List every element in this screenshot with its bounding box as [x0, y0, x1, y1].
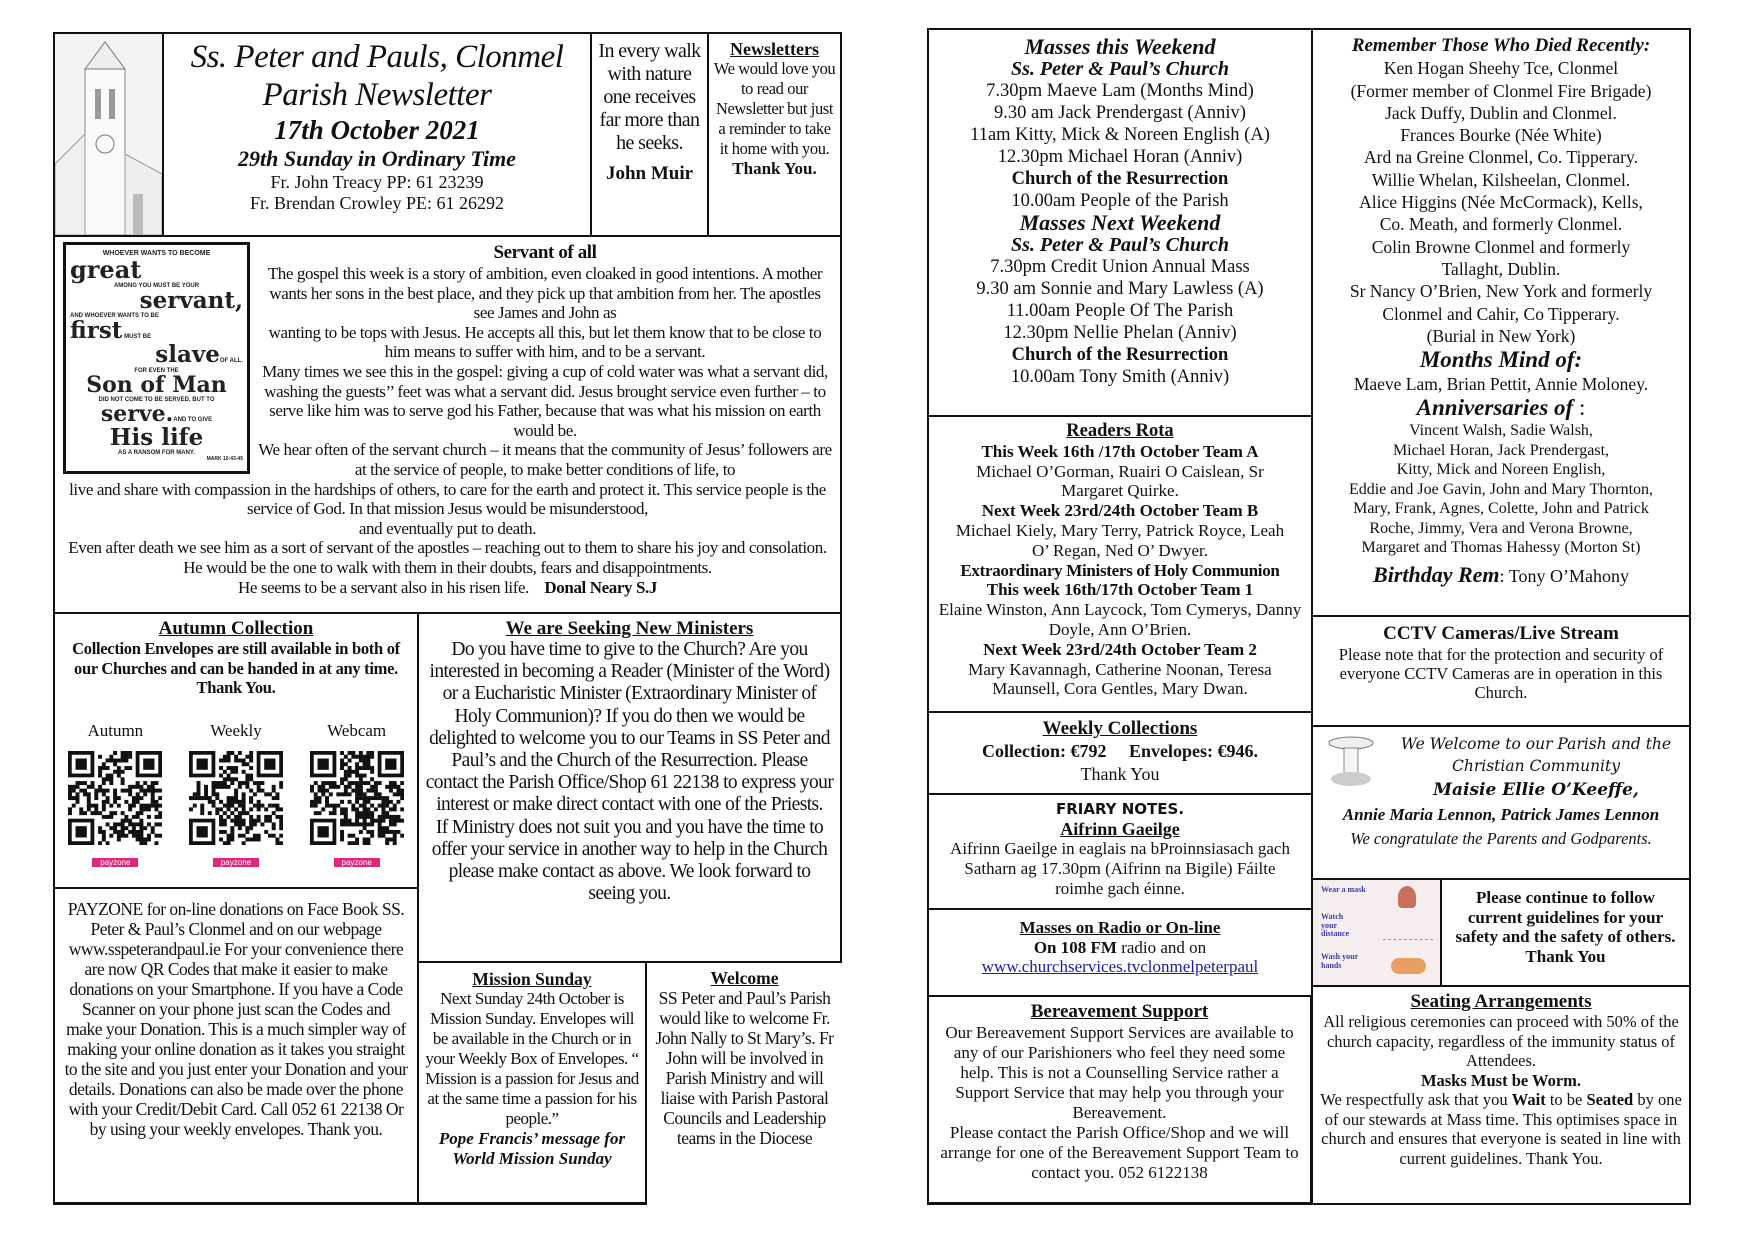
deceased-entry: Clonmel and Cahir, Co Tipperary. — [1382, 303, 1620, 324]
months-mind-title: Months Mind of: — [1419, 347, 1583, 373]
servant-paragraph: He seems to be a servant also in his risen life. — [238, 577, 530, 597]
remember-title: Remember Those Who Died Recently: — [1351, 35, 1651, 56]
weekly-collections-box — [927, 711, 1313, 795]
church-heading: Church of the Resurrection — [1011, 345, 1229, 365]
servant-paragraph: and eventually put to death. — [358, 518, 537, 538]
servant-paragraph: wanting to be tops with Jesus. He accepts all this, but let them know that to be close to him means to suffer with him, and to be a servant. — [268, 322, 822, 362]
ministers-text: If Ministry does not suit you and you have the time to offer your service in another way to help in the Church please make contact as above. We look forward to seeing you. — [431, 816, 828, 905]
anniversaries-title: Anniversaries of — [1416, 395, 1574, 421]
radio-title: Masses on Radio or On-line — [1019, 918, 1221, 937]
churchservices-link[interactable]: www.churchservices.tvclonmelpeterpaul — [981, 957, 1259, 976]
baptismal-font-icon — [1327, 735, 1375, 787]
payzone-text: PAYZONE for on-line donations on Face Book SS. Peter & Paul’s Clonmel and on our webpage www.sspeterandpaul.ie For your convenience there are now QR Codes that make it easier to make donations on your Smartphone. If you have a Code Scanner on your phone just scan the Codes and make your Donation. This is a much simpler way of making your online donation as it takes you straight to the site and you just enter your Donation and your details. Donations can also be made over the phone with your Credit/Debit Card. Call 052 61 22138 Or by using your weekly envelopes. Thank you. — [64, 899, 408, 1139]
church-heading: Church of the Resurrection — [1011, 169, 1229, 189]
mass-intention: 10.00am Tony Smith (Anniv) — [1010, 367, 1230, 387]
welcome-text: SS Peter and Paul’s Parish would like to welcome Fr. John Nally to St Mary’s. Fr John will be involved in Parish Ministry and will liaise with Parish Pastoral Councils and Leadership teams in the Diocese — [655, 988, 834, 1148]
deceased-entry: Ken Hogan Sheehy Tce, Clonmel — [1383, 58, 1619, 79]
qr-codes-box — [53, 711, 419, 889]
servant-paragraph: We hear often of the servant church – it means that the community of Jesus’ followers are at the service of people, to make better conditions of life, to — [258, 440, 832, 479]
deceased-entry: (Former member of Clonmel Fire Brigade) — [1350, 80, 1652, 101]
welcome-title: Welcome — [710, 968, 779, 988]
baptism-welcome-line: We Welcome to our Parish and the — [1400, 735, 1672, 753]
months-mind-names: Maeve Lam, Brian Pettit, Annie Moloney. — [1353, 374, 1649, 395]
rota-names: Mary Kavannagh, Catherine Noonan, Teresa Maunsell, Cora Gentles, Mary Dwan. — [968, 659, 1272, 699]
anniversary-entry: Margaret and Thomas Hahessy (Morton St) — [1361, 539, 1641, 557]
newsletter-title: Parish Newsletter — [262, 77, 492, 113]
mass-intention: 9.30 am Sonnie and Mary Lawless (A) — [976, 279, 1264, 299]
qr-code-icon[interactable] — [68, 751, 162, 845]
quote-box — [590, 32, 709, 237]
newsletters-thanks: Thank You. — [732, 159, 817, 178]
seating-box — [1311, 985, 1691, 1205]
mass-intention: 7.30pm Maeve Lam (Months Mind) — [986, 81, 1254, 101]
rota-heading: Extraordinary Ministers of Holy Communion — [960, 560, 1280, 580]
masthead — [162, 32, 592, 237]
deceased-entry: Colin Browne Clonmel and formerly — [1371, 236, 1631, 257]
masks-notice: Masks Must be Worm. — [1420, 1070, 1582, 1090]
friary-text: Aifrinn Gaeilge in eaglais na bProinnsiasach gach Satharn ag 17.30pm (Aifrinn na Bigile) Fáilte roimhe gach éinne. — [950, 839, 1290, 898]
deceased-entry: Alice Higgins (Née McCormack), Kells, — [1359, 192, 1643, 213]
deceased-entry: Sr Nancy O’Brien, New York and formerly — [1349, 281, 1653, 302]
distance-people-icon — [1383, 920, 1433, 940]
rota-heading: Next Week 23rd/24th October Team 2 — [983, 639, 1257, 659]
parish-name: Ss. Peter and Pauls, Clonmel — [190, 39, 564, 75]
servant-author: Donal Neary S.J — [544, 577, 657, 597]
bereavement-box — [927, 995, 1313, 1205]
guidelines-text: Please continue to follow current guidelines for your safety and the safety of others. Thank You — [1455, 888, 1676, 966]
anniversary-entry: Eddie and Joe Gavin, John and Mary Thornton, — [1348, 480, 1654, 498]
church-image-box — [53, 32, 164, 237]
birthday-title: Birthday Rem — [1373, 561, 1500, 587]
liturgical-sunday: 29th Sunday in Ordinary Time — [238, 146, 516, 171]
mass-intention: 7.30pm Credit Union Annual Mass — [990, 257, 1250, 277]
mission-text: Next Sunday 24th October is Mission Sunday. Envelopes will be available in the Church or in your Weekly Box of Envelopes. “ Mission is a passion for Jesus and at the same time a passion for his people.” — [425, 989, 639, 1128]
servant-of-all-section — [53, 235, 842, 614]
servant-poster: WHOEVER WANTS TO BECOME great AMONG YOU MUST BE YOUR servant, AND WHOEVER WANTS TO BE first MUST BE slaveOF ALL. FOR EVEN THE Son of Man DID NOT COME TO BE SERVED, BUT TO serve.AND TO GIVE His life AS A RANSOM FOR MANY. MARK 10:43-45 — [63, 242, 250, 474]
servant-paragraph: live and share with compassion in the hardships of others, to care for the earth and protect it. This service people is the service of God. In that mission Jesus would be misunderstood, — [69, 479, 826, 519]
deceased-entry: Willie Whelan, Kilsheelan, Clonmel. — [1371, 169, 1631, 190]
rota-names: Michael Kiely, Mary Terry, Patrick Royce, Leah O’ Regan, Ned O’ Dwyer. — [955, 520, 1285, 560]
masses-next-title: Masses Next Weekend — [1019, 210, 1221, 235]
mass-intention: 11.00am People Of The Parish — [1006, 301, 1234, 321]
wear-mask-label: Wear a mask — [1321, 885, 1366, 894]
autumn-collection-box — [53, 612, 419, 713]
quote-text: In every walk with nature one receives far more than he seeks. — [598, 40, 701, 154]
deceased-entry: Co. Meath, and formerly Clonmel. — [1379, 214, 1623, 235]
servant-paragraph: Many times we see this in the gospel: giving a cup of cold water was what a servant did, washing the guests’’ feet was what a servant did. Jesus brought service even further – to serve like him was to serve god his Father, because that was what his mission on earth would be. — [262, 361, 828, 440]
church-tower-sketch-icon — [55, 34, 162, 235]
deceased-entry: (Burial in New York) — [1426, 325, 1576, 346]
guidelines-image — [1311, 878, 1442, 987]
seating-text: All religious ceremonies can proceed with 50% of the church capacity, regardless of the immunity status of Attendees. — [1323, 1012, 1679, 1070]
baptism-welcome-line: Christian Community — [1452, 757, 1620, 775]
friary-notes-box — [927, 793, 1313, 910]
mission-credit: Pope Francis’ message for World Mission Sunday — [438, 1129, 626, 1168]
qr-webcam[interactable]: Webcam payzone — [307, 721, 407, 889]
mass-intention: 12.30pm Nellie Phelan (Anniv) — [1003, 323, 1237, 343]
deceased-entry: Tallaght, Dublin. — [1441, 258, 1561, 279]
baptized-names: Annie Maria Lennon, Patrick James Lennon — [1342, 805, 1660, 824]
autumn-title: Autumn Collection — [158, 618, 314, 639]
wash-hands-icon — [1391, 958, 1426, 974]
quote-author: John Muir — [605, 163, 694, 184]
collections-thanks: Thank You — [1080, 764, 1160, 784]
baptized-name: Maisie Ellie O’Keeffe, — [1433, 780, 1639, 800]
church-heading: Ss. Peter & Paul’s Church — [1011, 234, 1229, 256]
masses-box — [927, 28, 1313, 417]
qr-autumn[interactable]: Autumn payzone — [65, 721, 165, 889]
payzone-badge: payzone — [213, 858, 259, 867]
payzone-badge: payzone — [334, 858, 380, 867]
bereavement-text: Please contact the Parish Office/Shop and we will arrange for one of the Bereavement Support Team to contact you. 052 6122138 — [940, 1123, 1299, 1182]
servant-paragraph: Even after death we see him as a sort of servant of the apostles – reaching out to them to share his joy and consolation. He would be the one to walk with them in their doubts, fears and disappointments. — [68, 538, 827, 577]
newsletters-title: Newsletters — [730, 39, 819, 59]
anniversary-entry: Vincent Walsh, Sadie Walsh, — [1409, 422, 1593, 440]
rota-names: Elaine Winston, Ann Laycock, Tom Cymerys, Danny Doyle, Ann O’Brien. — [938, 600, 1302, 639]
collections-title: Weekly Collections — [1042, 718, 1198, 739]
readers-title: Readers Rota — [1066, 421, 1174, 441]
mass-intention: 10.00am People of the Parish — [1011, 191, 1229, 211]
baptism-welcome-box — [1311, 725, 1691, 880]
anniversary-entry: Kitty, Mick and Noreen English, — [1396, 461, 1606, 479]
newsletter-date: 17th October 2021 — [274, 115, 480, 145]
ministers-box — [417, 612, 842, 963]
mission-title: Mission Sunday — [472, 969, 592, 989]
guidelines-box — [1440, 878, 1691, 987]
newsletters-text: We would love you to read our Newsletter but just a reminder to take it home with you. — [713, 59, 836, 158]
friary-subtitle: Aifrinn Gaeilge — [1060, 819, 1180, 839]
mask-person-icon — [1398, 886, 1416, 908]
servant-paragraph: The gospel this week is a story of ambition, even cloaked in good intentions. A mother wants her sons in the best place, and they pick up that ambition from her. The apostles see James and John as — [267, 264, 823, 323]
radio-frequency: On 108 FM — [1033, 937, 1117, 957]
collections-amounts: Collection: €792 Envelopes: €946. — [982, 741, 1258, 761]
deceased-entry: Ard na Greine Clonmel, Co. Tipperary. — [1364, 147, 1638, 168]
mass-intention: 12.30pm Michael Horan (Anniv) — [997, 147, 1243, 167]
qr-code-icon[interactable] — [310, 751, 404, 845]
priest-contact: Fr. Brendan Crowley PE: 61 26292 — [250, 193, 504, 213]
qr-code-icon[interactable] — [189, 751, 283, 845]
priest-contact: Fr. John Treacy PP: 61 23239 — [270, 172, 484, 192]
remember-box: Remember Those Who Died Recently: Ken Hogan Sheehy Tce, Clonmel (Former member of Clonmel Fire Brigade) Jack Duffy, Dublin and Clonmel. Frances Bourke (Née White) Ard na Greine Clonmel, Co. Tipperary. Willie Whelan, Kilsheelan, Clonmel. Alice Higgins (Née McCormack), Kells, Co. Meath, and formerly Clonmel. Colin Browne Clonmel and formerly Tallaght, Dublin. Sr Nancy O’Brien, New York and formerly Clonmel and Cahir, Co Tipperary. (Burial in New York) Months Mind of: Maeve Lam, Brian Pettit, Annie Moloney. Anniversaries of : Vincent Walsh, Sadie Walsh, Michael Horan, Jack Prendergast, Kitty, Mick and Noreen English, Eddie and Joe Gavin, John and Mary Thornton, Mary, Frank, Agnes, Colette, John and Patrick Roche, Jimmy, Vera and Verona Browne, Margaret and Thomas Hahessy (Morton St) Birthday Rem: Tony O’Mahony — [1311, 28, 1691, 617]
bereavement-title: Bereavement Support — [1030, 1001, 1209, 1022]
payzone-badge: payzone — [92, 858, 138, 867]
ministers-text: Do you have time to give to the Church? Are you interested in becoming a Reader (Minister of the Word) or a Eucharistic Minister (Extraordinary Minister of Holy Communion)? If you do then we would be delighted to welcome you to our Teams in SS Peter and Paul’s and the Church of the Resurrection. Please contact the Parish Office/Shop 61 22138 to express your interest or make direct contact with one of the Priests. — [425, 639, 834, 816]
mission-sunday-box — [417, 961, 647, 1205]
rota-heading: This week 16th/17th October Team 1 — [986, 580, 1254, 600]
autumn-text: Collection Envelopes are still available in both of our Churches and can be handed in at any time. Thank You. — [72, 639, 400, 697]
servant-title: Servant of all — [493, 242, 597, 263]
rota-heading: This Week 16th /17th October Team A — [981, 441, 1259, 461]
wash-hands-label: Wash your hands — [1321, 952, 1358, 970]
anniversary-entry: Mary, Frank, Agnes, Colette, John and Patrick — [1353, 500, 1649, 518]
rota-names: Michael O’Gorman, Ruairi O Caislean, Sr Margaret Quirke. — [976, 461, 1264, 501]
cctv-text: Please note that for the protection and security of everyone CCTV Cameras are in operation in this Church. — [1338, 645, 1664, 702]
readers-rota-box — [927, 415, 1313, 713]
mass-intention: 11am Kitty, Mick & Noreen English (A) — [970, 125, 1270, 145]
radio-box: Masses on Radio or On-line On 108 FM radio and on www.churchservices.tvclonmelpeterpaul — [927, 908, 1313, 997]
rota-heading: Next Week 23rd/24th October Team B — [981, 501, 1259, 521]
welcome-box — [645, 961, 842, 1205]
distance-label: Watch your distance — [1321, 911, 1349, 939]
deceased-entry: Frances Bourke (Née White) — [1400, 125, 1602, 146]
bereavement-text: Our Bereavement Support Services are available to any of our Parishioners who feel they need some help. This is not a Counselling Service rather a Support Service that may help you through your Bereavement. — [945, 1023, 1294, 1122]
qr-weekly[interactable]: Weekly payzone — [186, 721, 286, 889]
payzone-box — [53, 887, 419, 1205]
cctv-box — [1311, 615, 1691, 727]
mass-intention: 9.30 am Jack Prendergast (Anniv) — [994, 103, 1246, 123]
seating-text: We respectfully ask that you Wait to be Seated by one of our stewards at Mass time. This optimises space in church and ensures that everyone is seated in line with current guidelines. Thank You. — [1320, 1090, 1682, 1168]
newsletters-box — [707, 32, 842, 237]
anniversary-entry: Michael Horan, Jack Prendergast, — [1392, 441, 1610, 459]
deceased-entry: Jack Duffy, Dublin and Clonmel. — [1385, 102, 1617, 123]
ministers-title: We are Seeking New Ministers — [505, 618, 754, 639]
cctv-title: CCTV Cameras/Live Stream — [1383, 623, 1619, 644]
anniversary-entry: Roche, Jimmy, Vera and Verona Browne, — [1369, 519, 1633, 537]
church-heading: Ss. Peter & Paul’s Church — [1011, 58, 1229, 80]
masses-this-title: Masses this Weekend — [1024, 34, 1216, 59]
friary-title: FRIARY NOTES. — [1055, 800, 1185, 818]
seating-title: Seating Arrangements — [1410, 991, 1592, 1012]
birthday-name: : Tony O’Mahony — [1499, 565, 1629, 586]
baptism-congrats: We congratulate the Parents and Godparents. — [1350, 829, 1652, 848]
